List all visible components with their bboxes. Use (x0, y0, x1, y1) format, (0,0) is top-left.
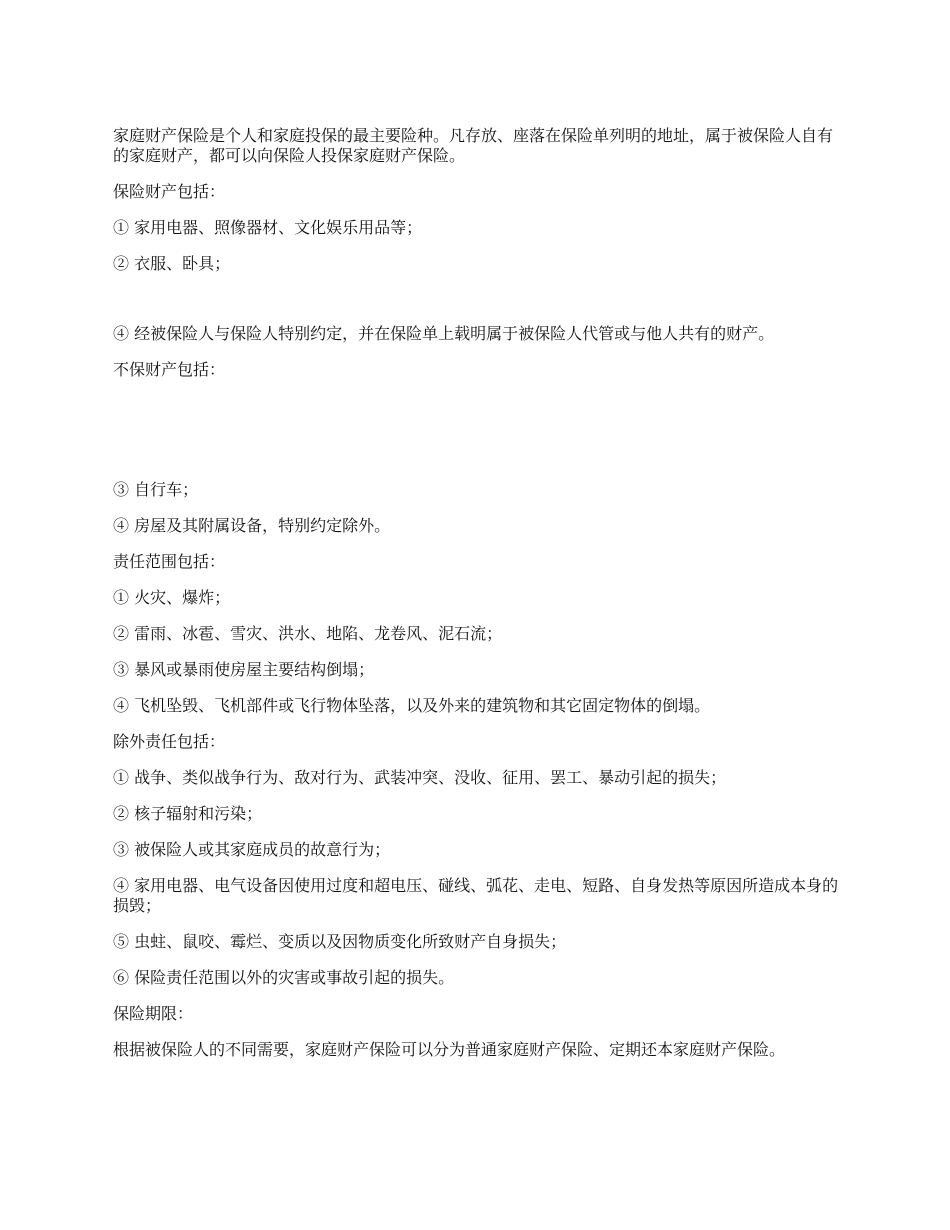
uninsured-heading: 不保财产包括： (113, 360, 226, 379)
period-paragraph: 根据被保险人的不同需要，家庭财产保险可以分为普通家庭财产保险、定期还本家庭财产保险。 (113, 1040, 786, 1059)
exclusion-item: ⑥ 保险责任范围以外的灾害或事故引起的损失。 (113, 968, 455, 987)
uninsured-item: ③ 自行车； (113, 480, 199, 499)
liability-heading: 责任范围包括： (113, 552, 226, 571)
exclusion-item: ① 战争、类似战争行为、敌对行为、武装冲突、没收、征用、罢工、暴动引起的损失； (113, 768, 727, 787)
insured-item: ④ 经被保险人与保险人特别约定，并在保险单上载明属于被保险人代管或与他人共有的财产。 (113, 324, 775, 343)
uninsured-item: ④ 房屋及其附属设备，特别约定除外。 (113, 516, 391, 535)
liability-item: ③ 暴风或暴雨使房屋主要结构倒塌； (113, 660, 375, 679)
exclusion-item: ④ 家用电器、电气设备因使用过度和超电压、碰线、弧花、走电、短路、自身发热等原因所造成本身的损毁； (113, 876, 839, 915)
intro-paragraph: 家庭财产保险是个人和家庭投保的最主要险种。凡存放、座落在保险单列明的地址，属于被保险人自有的家庭财产，都可以向保险人投保家庭财产保险。 (113, 126, 834, 165)
blank-gap (113, 396, 843, 480)
insured-item: ① 家用电器、照像器材、文化娱乐用品等； (113, 218, 423, 237)
exclusion-heading: 除外责任包括： (113, 732, 226, 751)
exclusion-item: ③ 被保险人或其家庭成员的故意行为； (113, 840, 391, 859)
exclusion-item: ② 核子辐射和污染； (113, 804, 263, 823)
insured-heading: 保险财产包括： (113, 182, 226, 201)
period-heading: 保险期限： (113, 1004, 194, 1023)
liability-item: ② 雷雨、冰雹、雪灾、洪水、地陷、龙卷风、泥石流； (113, 624, 503, 643)
exclusion-item: ⑤ 虫蛀、鼠咬、霉烂、变质以及因物质变化所致财产自身损失； (113, 932, 567, 951)
insured-item: ② 衣服、卧具； (113, 254, 231, 273)
blank-gap (113, 290, 843, 324)
document-body (113, 126, 843, 1076)
liability-item: ① 火灾、爆炸； (113, 588, 231, 607)
liability-item: ④ 飞机坠毁、飞机部件或飞行物体坠落，以及外来的建筑物和其它固定物体的倒塌。 (113, 696, 711, 715)
